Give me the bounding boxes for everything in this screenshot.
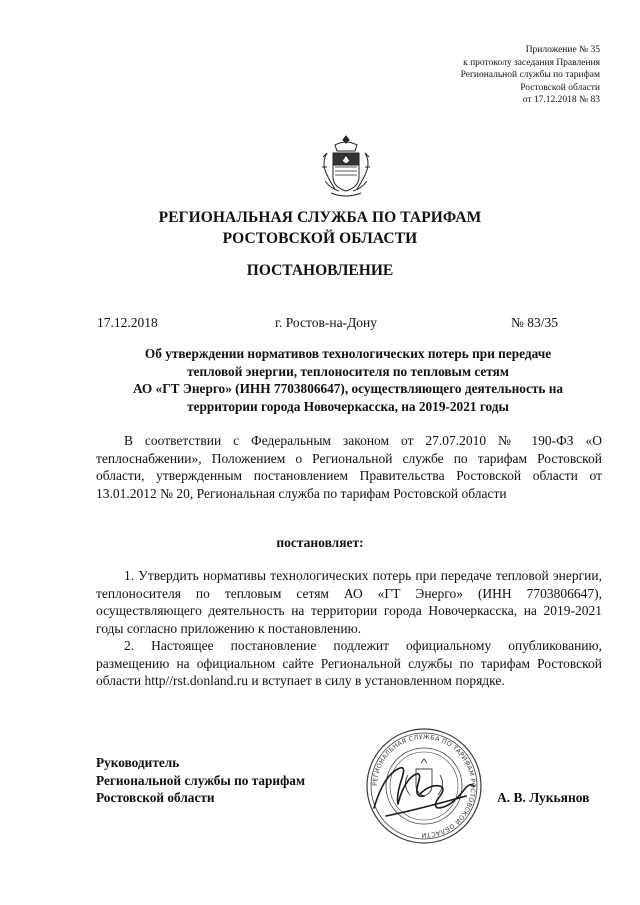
resolution-items — [96, 567, 602, 690]
seal-text: РЕГИОНАЛЬНАЯ СЛУЖБА ПО ТАРИФАМ РОСТОВСКОЙ ОБЛАСТИ — [371, 733, 477, 839]
appendix-line: к протоколу заседания Правления — [463, 57, 600, 68]
subject-line: территории города Новочеркасска, на 2019-2021 годы — [187, 398, 509, 414]
appendix-line: Приложение № 35 — [525, 45, 600, 55]
appendix-line: Региональной службы по тарифам — [460, 70, 600, 81]
signer-title-line: Ростовской области — [96, 790, 215, 805]
appendix-line: от 17.12.2018 № 83 — [522, 95, 600, 106]
signer-name: А. В. Лукьянов — [497, 790, 590, 805]
signer-title-line: Руководитель — [96, 755, 180, 770]
document-number: № 83/35 — [511, 315, 559, 330]
document-subject — [94, 345, 602, 415]
subject-line: тепловой энергии, теплоносителя по тепловым сетям — [187, 363, 509, 379]
resolves-heading: постановляет: — [276, 535, 364, 550]
agency-name-line: РЕГИОНАЛЬНАЯ СЛУЖБА ПО ТАРИФАМ — [158, 209, 482, 226]
signer-title-line: Региональной службы по тарифам — [96, 772, 306, 788]
coat-of-arms-icon — [317, 133, 375, 199]
appendix-note — [461, 44, 600, 107]
preamble-paragraph: В соответствии с Федеральным законом от 27.07.2010 № 190-ФЗ «О теплоснабжении», Положением о Региональной службе по тарифам Ростовской области, утвержденным постановлением Правительства Ростовской области от 13.01.2012 № 20, Региональная служба по тарифам Ростовской области — [96, 433, 602, 501]
agency-name — [0, 207, 640, 249]
document-city: г. Ростов-на-Дону — [275, 315, 378, 330]
subject-line: АО «ГТ Энерго» (ИНН 7703806647), осуществляющего деятельность на — [132, 381, 564, 396]
resolution-item: 2. Настоящее постановление подлежит официальному опубликованию, размещению на официальном сайте Региональной службы по тарифам Ростовской области http//rst.donland.ru и вступает в силу в установленном порядке. — [96, 638, 602, 688]
agency-name-line: РОСТОВСКОЙ ОБЛАСТИ — [222, 230, 418, 247]
appendix-line: Ростовской области — [520, 82, 600, 93]
signer-block — [96, 754, 305, 807]
document-date: 17.12.2018 — [97, 315, 158, 330]
document-type: ПОСТАНОВЛЕНИЕ — [246, 262, 394, 279]
resolution-item: 1. Утвердить нормативы технологических потерь при передаче тепловой энергии, теплоносителя по тепловым сетям АО «ГТ Энерго» (ИНН 7703806647), осуществляющего деятельность на территории города Новочеркасска, на 2019-2021 годы согласно приложению к постановлению. — [96, 568, 602, 636]
subject-line: Об утверждении нормативов технологических потерь при передаче — [144, 346, 552, 361]
handwritten-signature-icon — [356, 746, 496, 836]
